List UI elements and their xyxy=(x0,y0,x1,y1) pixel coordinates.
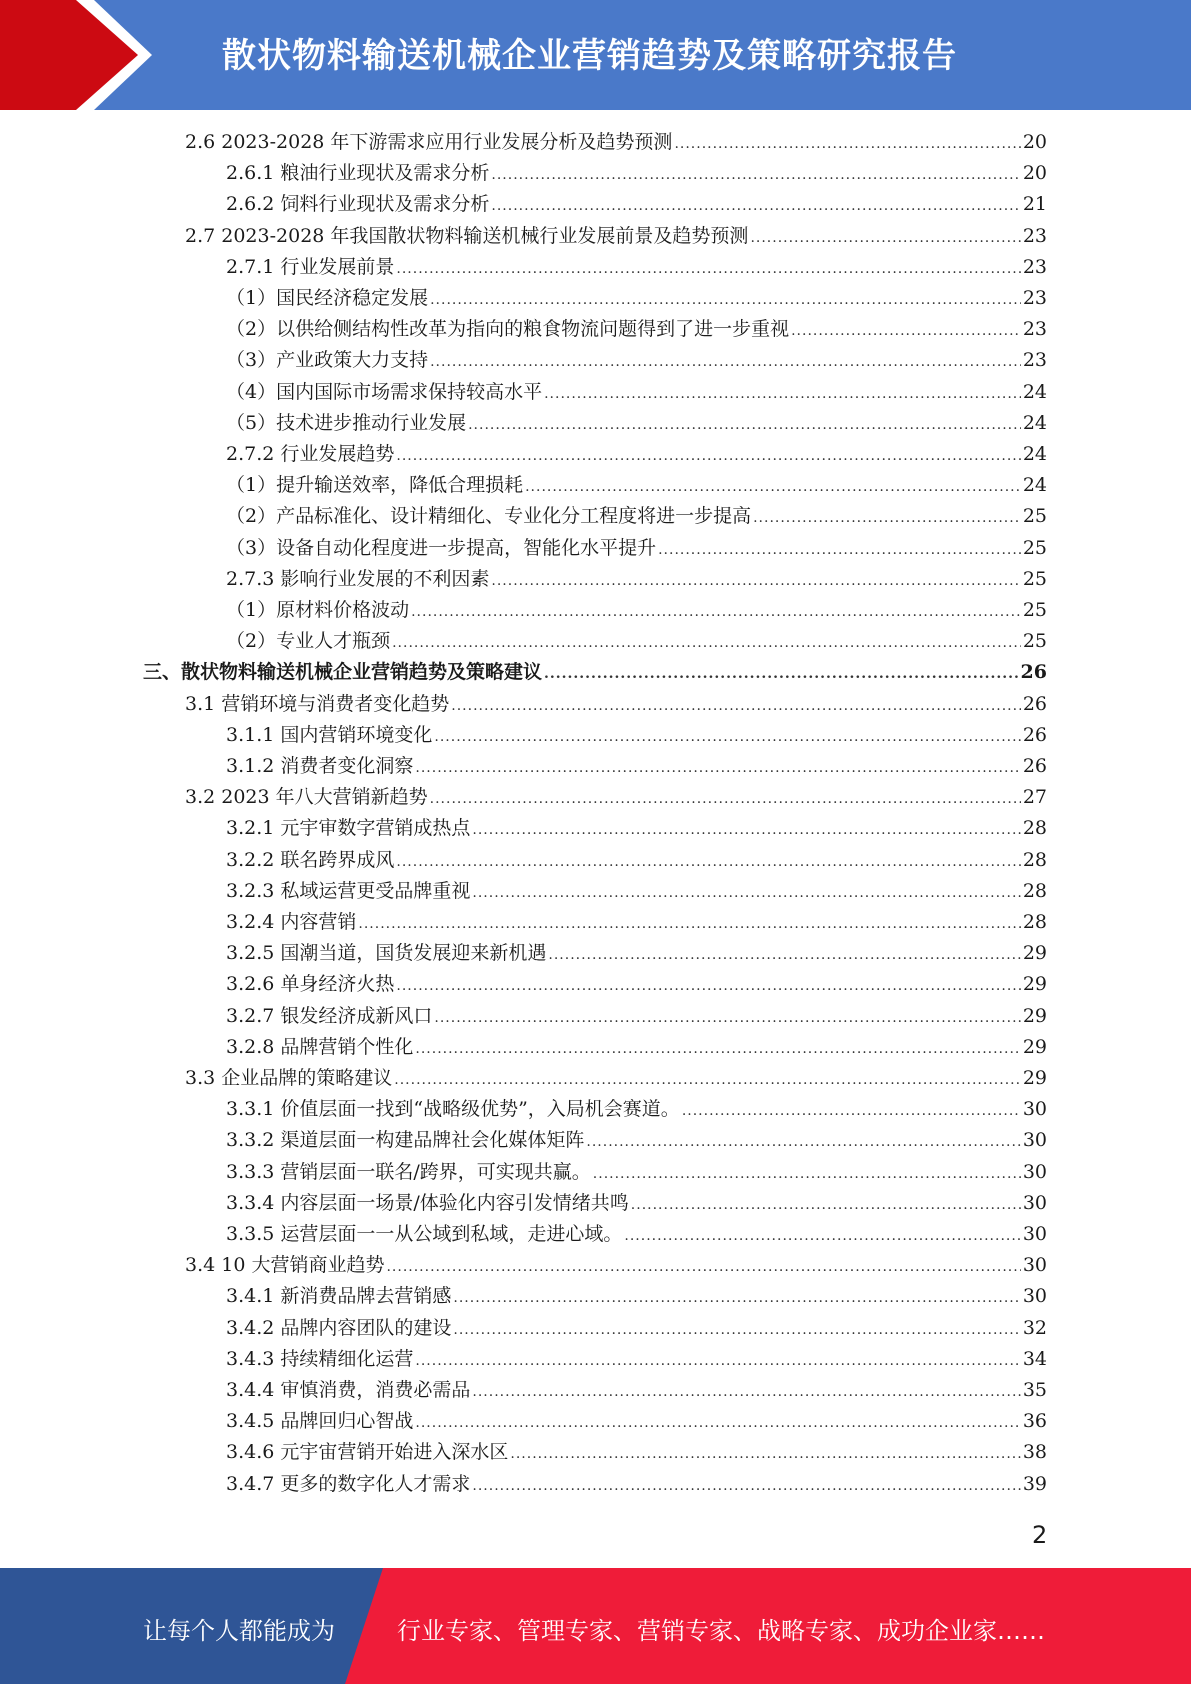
toc-entry-page: 29 xyxy=(1022,1067,1047,1089)
toc-entry[interactable] xyxy=(226,158,1047,189)
toc-entry-page: 23 xyxy=(1022,318,1047,341)
toc-entry-title: 3.3.2 渠道层面一构建品牌社会化媒体矩阵 xyxy=(226,1129,585,1152)
toc-leader-dots xyxy=(415,1353,1020,1369)
toc-leader-dots xyxy=(544,666,1019,682)
toc-leader-dots xyxy=(434,1010,1020,1026)
toc-entry-page: 36 xyxy=(1022,1410,1047,1433)
toc-entry[interactable] xyxy=(226,1032,1047,1063)
toc-leader-dots xyxy=(430,791,1021,807)
toc-entry[interactable] xyxy=(226,377,1047,408)
toc-leader-dots xyxy=(415,760,1020,776)
toc-entry-page: 30 xyxy=(1022,1160,1047,1183)
toc-entry-title: （1）国民经济稳定发展 xyxy=(226,287,429,309)
toc-entry[interactable] xyxy=(226,1001,1047,1032)
toc-entry-page: 26 xyxy=(1022,723,1047,746)
toc-entry-page: 26 xyxy=(1022,755,1047,777)
toc-leader-dots xyxy=(491,573,1020,589)
toc-entry-title: 3.2.8 品牌营销个性化 xyxy=(226,1035,414,1058)
toc-entry-page: 38 xyxy=(1022,1441,1047,1464)
toc-entry-page: 32 xyxy=(1022,1316,1047,1339)
toc-entry[interactable] xyxy=(226,845,1047,876)
toc-leader-dots xyxy=(750,230,1020,246)
toc-entry-page: 20 xyxy=(1022,131,1047,153)
toc-entry-page: 29 xyxy=(1022,1004,1047,1027)
toc-leader-dots xyxy=(396,448,1020,464)
toc-entry-title: 3.4.1 新消费品牌去营销感 xyxy=(226,1285,452,1308)
toc-entry[interactable] xyxy=(226,1313,1047,1344)
toc-entry-page: 23 xyxy=(1022,287,1047,309)
toc-leader-dots xyxy=(548,947,1020,963)
toc-leader-dots xyxy=(392,635,1021,651)
toc-entry-title: 3.1.2 消费者变化洞察 xyxy=(226,755,414,777)
toc-entry-title: （2）专业人才瓶颈 xyxy=(226,630,391,653)
toc-entry[interactable] xyxy=(185,689,1047,720)
toc-entry[interactable] xyxy=(185,1063,1047,1094)
toc-entry[interactable] xyxy=(185,221,1047,252)
toc-entry-page: 20 xyxy=(1022,162,1047,185)
toc-entry-page: 26 xyxy=(1020,661,1047,684)
toc-leader-dots xyxy=(753,510,1021,526)
toc-entry[interactable] xyxy=(226,1219,1047,1250)
toc-leader-dots xyxy=(430,354,1021,370)
toc-entry-page: 25 xyxy=(1022,567,1047,590)
toc-entry[interactable] xyxy=(226,876,1047,907)
toc-entry-title: 3.4.5 品牌回归心智战 xyxy=(226,1410,414,1433)
toc-entry-page: 21 xyxy=(1022,193,1047,216)
toc-entry-page: 34 xyxy=(1022,1347,1047,1370)
toc-entry[interactable] xyxy=(226,1469,1047,1500)
toc-entry-title: （2）以供给侧结构性改革为指向的粮食物流问题得到了进一步重视 xyxy=(226,318,790,341)
toc-entry-page: 25 xyxy=(1022,599,1047,621)
toc-leader-dots xyxy=(674,136,1020,152)
toc-entry-title: 3.4.2 品牌内容团队的建设 xyxy=(226,1316,452,1339)
toc-entry-page: 28 xyxy=(1022,817,1047,840)
toc-entry[interactable] xyxy=(226,470,1047,501)
toc-entry[interactable] xyxy=(226,969,1047,1000)
toc-leader-dots xyxy=(415,1415,1020,1431)
toc-entry-title: 3.2.5 国潮当道，国货发展迎来新机遇 xyxy=(226,942,547,965)
toc-entry[interactable] xyxy=(226,501,1047,532)
page-number: 2 xyxy=(1032,1521,1048,1549)
toc-entry-title: 3.3 企业品牌的策略建议 xyxy=(185,1067,393,1089)
toc-leader-dots xyxy=(491,167,1020,183)
toc-entry[interactable] xyxy=(226,314,1047,345)
toc-entry-page: 25 xyxy=(1022,630,1047,653)
toc-entry[interactable] xyxy=(226,283,1047,314)
toc-leader-dots xyxy=(791,323,1021,339)
toc-entry-page: 30 xyxy=(1022,1098,1047,1121)
toc-entry-title: （1）提升输送效率，降低合理损耗 xyxy=(226,474,524,497)
toc-entry-page: 28 xyxy=(1022,848,1047,871)
toc-entry-title: （5）技术进步推动行业发展 xyxy=(226,411,467,434)
toc-leader-dots xyxy=(624,1228,1020,1244)
toc-entry-page: 27 xyxy=(1022,786,1047,809)
toc-entry[interactable] xyxy=(226,1281,1047,1312)
toc-entry-title: 3.1 营销环境与消费者变化趋势 xyxy=(185,692,450,715)
toc-entry-title: 3.3.5 运营层面一一从公域到私域，走进心域。 xyxy=(226,1223,623,1245)
toc-entry[interactable] xyxy=(226,720,1047,751)
toc-entry-title: 2.7.1 行业发展前景 xyxy=(226,255,395,278)
toc-entry[interactable] xyxy=(226,1157,1047,1188)
toc-leader-dots xyxy=(468,417,1021,433)
toc-entry[interactable] xyxy=(226,408,1047,439)
toc-entry-title: 2.7.2 行业发展趋势 xyxy=(226,443,395,465)
toc-entry[interactable] xyxy=(226,439,1047,470)
toc-leader-dots xyxy=(396,261,1020,277)
toc-entry[interactable] xyxy=(226,626,1047,657)
toc-leader-dots xyxy=(658,542,1021,558)
toc-entry[interactable] xyxy=(226,252,1047,283)
toc-entry-page: 26 xyxy=(1022,692,1047,715)
toc-entry[interactable] xyxy=(226,907,1047,938)
toc-entry-title: 2.6.1 粮油行业现状及需求分析 xyxy=(226,162,490,185)
toc-entry-title: 三、散状物料输送机械企业营销趋势及策略建议 xyxy=(143,661,543,684)
toc-leader-dots xyxy=(430,292,1021,308)
toc-entry-page: 35 xyxy=(1022,1379,1047,1401)
toc-entry[interactable] xyxy=(226,533,1047,564)
toc-entry-page: 29 xyxy=(1022,1035,1047,1058)
page-header xyxy=(0,0,1191,110)
toc-entry[interactable] xyxy=(226,345,1047,376)
toc-leader-dots xyxy=(396,854,1020,870)
toc-entry-page: 30 xyxy=(1022,1285,1047,1308)
toc-leader-dots xyxy=(682,1103,1021,1119)
toc-leader-dots xyxy=(593,1166,1021,1182)
toc-leader-dots xyxy=(510,1446,1020,1462)
toc-leader-dots xyxy=(415,1041,1020,1057)
toc-entry-title: 3.4.4 审慎消费，消费必需品 xyxy=(226,1379,471,1401)
toc-entry[interactable] xyxy=(226,1437,1047,1468)
toc-entry-title: 3.3.3 营销层面一联名/跨界，可实现共赢。 xyxy=(226,1160,591,1183)
toc-entry-title: 3.2.2 联名跨界成风 xyxy=(226,848,395,871)
toc-entry-page: 30 xyxy=(1022,1129,1047,1152)
toc-entry-title: 3.2.1 元宇审数字营销成热点 xyxy=(226,817,471,840)
toc-entry-title: 3.3.4 内容层面一场景/体验化内容引发情绪共鸣 xyxy=(226,1191,629,1214)
toc-entry-page: 28 xyxy=(1022,879,1047,902)
toc-entry-page: 30 xyxy=(1022,1223,1047,1245)
toc-entry-title: 3.4.3 持续精细化运营 xyxy=(226,1347,414,1370)
toc-entry[interactable] xyxy=(226,813,1047,844)
toc-entry-page: 24 xyxy=(1022,411,1047,434)
toc-leader-dots xyxy=(586,1134,1020,1150)
toc-entry-page: 29 xyxy=(1022,942,1047,965)
footer-slogan-right: 行业专家、管理专家、营销专家、战略专家、成功企业家…… xyxy=(397,1617,1045,1645)
toc-entry-page: 25 xyxy=(1022,536,1047,559)
toc-entry-page: 28 xyxy=(1022,911,1047,933)
toc-entry-page: 30 xyxy=(1022,1254,1047,1277)
toc-entry-title: 3.2.3 私域运营更受品牌重视 xyxy=(226,879,471,902)
toc-entry-title: （2）产品标准化、设计精细化、专业化分工程度将进一步提高 xyxy=(226,505,752,528)
toc-entry-page: 23 xyxy=(1022,224,1047,247)
toc-leader-dots xyxy=(472,1478,1020,1494)
toc-entry-title: （1）原材料价格波动 xyxy=(226,599,410,621)
toc-entry[interactable] xyxy=(226,595,1047,626)
toc-leader-dots xyxy=(434,729,1020,745)
toc-entry-page: 39 xyxy=(1022,1472,1047,1495)
toc-leader-dots xyxy=(472,822,1020,838)
toc-leader-dots xyxy=(453,1322,1020,1338)
toc-entry-title: 3.1.1 国内营销环境变化 xyxy=(226,723,433,746)
toc-leader-dots xyxy=(386,1259,1020,1275)
toc-entry-title: 3.4.6 元宇宙营销开始进入深水区 xyxy=(226,1441,509,1464)
toc-entry-page: 23 xyxy=(1022,349,1047,372)
toc-entry-title: 3.2.7 银发经济成新风口 xyxy=(226,1004,433,1027)
toc-entry-title: 3.4 10 大营销商业趋势 xyxy=(185,1254,385,1277)
toc-entry[interactable] xyxy=(226,189,1047,220)
toc-entry[interactable] xyxy=(185,127,1047,158)
toc-entry[interactable] xyxy=(226,938,1047,969)
toc-entry[interactable] xyxy=(226,1094,1047,1125)
toc-entry[interactable] xyxy=(226,1344,1047,1375)
toc-leader-dots xyxy=(453,1290,1020,1306)
toc-leader-dots xyxy=(525,479,1021,495)
toc-entry-title: （4）国内国际市场需求保持较高水平 xyxy=(226,380,543,403)
toc-entry[interactable] xyxy=(226,751,1047,782)
toc-entry-page: 30 xyxy=(1022,1191,1047,1214)
toc-entry[interactable] xyxy=(185,782,1047,813)
toc-leader-dots xyxy=(411,604,1021,620)
toc-leader-dots xyxy=(396,978,1020,994)
toc-entry-page: 24 xyxy=(1022,380,1047,403)
toc-entry-title: （3）产业政策大力支持 xyxy=(226,349,429,372)
toc-entry-page: 23 xyxy=(1022,255,1047,278)
toc-leader-dots xyxy=(631,1197,1021,1213)
toc-entry-title: 3.3.1 价值层面一找到“战略级优势”，入局机会赛道。 xyxy=(226,1098,680,1121)
toc-entry-page: 29 xyxy=(1022,973,1047,996)
toc-entry-title: 3.2.4 内容营销 xyxy=(226,911,357,933)
toc-entry[interactable] xyxy=(185,1250,1047,1281)
toc-entry-title: 3.2.6 单身经济火热 xyxy=(226,973,395,996)
toc-leader-dots xyxy=(451,698,1021,714)
toc-entry-title: 3.2 2023 年八大营销新趋势 xyxy=(185,786,428,809)
toc-entry-title: 2.7.3 影响行业发展的不利因素 xyxy=(226,567,490,590)
toc-leader-dots xyxy=(544,386,1021,402)
toc-entry[interactable] xyxy=(226,1188,1047,1219)
toc-entry[interactable] xyxy=(226,1406,1047,1437)
toc-entry[interactable] xyxy=(226,564,1047,595)
toc-entry-title: （3）设备自动化程度进一步提高，智能化水平提升 xyxy=(226,536,657,559)
toc-entry-title: 3.4.7 更多的数字化人才需求 xyxy=(226,1472,471,1495)
footer-slogan-left: 让每个人都能成为 xyxy=(143,1617,335,1645)
toc-entry-page: 24 xyxy=(1022,443,1047,465)
toc-entry[interactable] xyxy=(226,1375,1047,1406)
toc-leader-dots xyxy=(491,198,1020,214)
toc-leader-dots xyxy=(472,885,1020,901)
report-title: 散状物料输送机械企业营销趋势及策略研究报告 xyxy=(222,36,957,76)
toc-entry-page: 25 xyxy=(1022,505,1047,528)
toc-entry-title: 2.6.2 饲料行业现状及需求分析 xyxy=(226,193,490,216)
toc-entry-title: 2.6 2023-2028 年下游需求应用行业发展分析及趋势预测 xyxy=(185,131,673,153)
toc-leader-dots xyxy=(358,916,1020,932)
toc-entry-title: 2.7 2023-2028 年我国散状物料输送机械行业发展前景及趋势预测 xyxy=(185,224,749,247)
toc-entry[interactable] xyxy=(226,1125,1047,1156)
toc-leader-dots xyxy=(472,1384,1020,1400)
toc-entry[interactable] xyxy=(143,657,1047,688)
toc-entry-page: 24 xyxy=(1022,474,1047,497)
header-chevron-icon xyxy=(0,0,138,110)
toc-leader-dots xyxy=(394,1072,1021,1088)
